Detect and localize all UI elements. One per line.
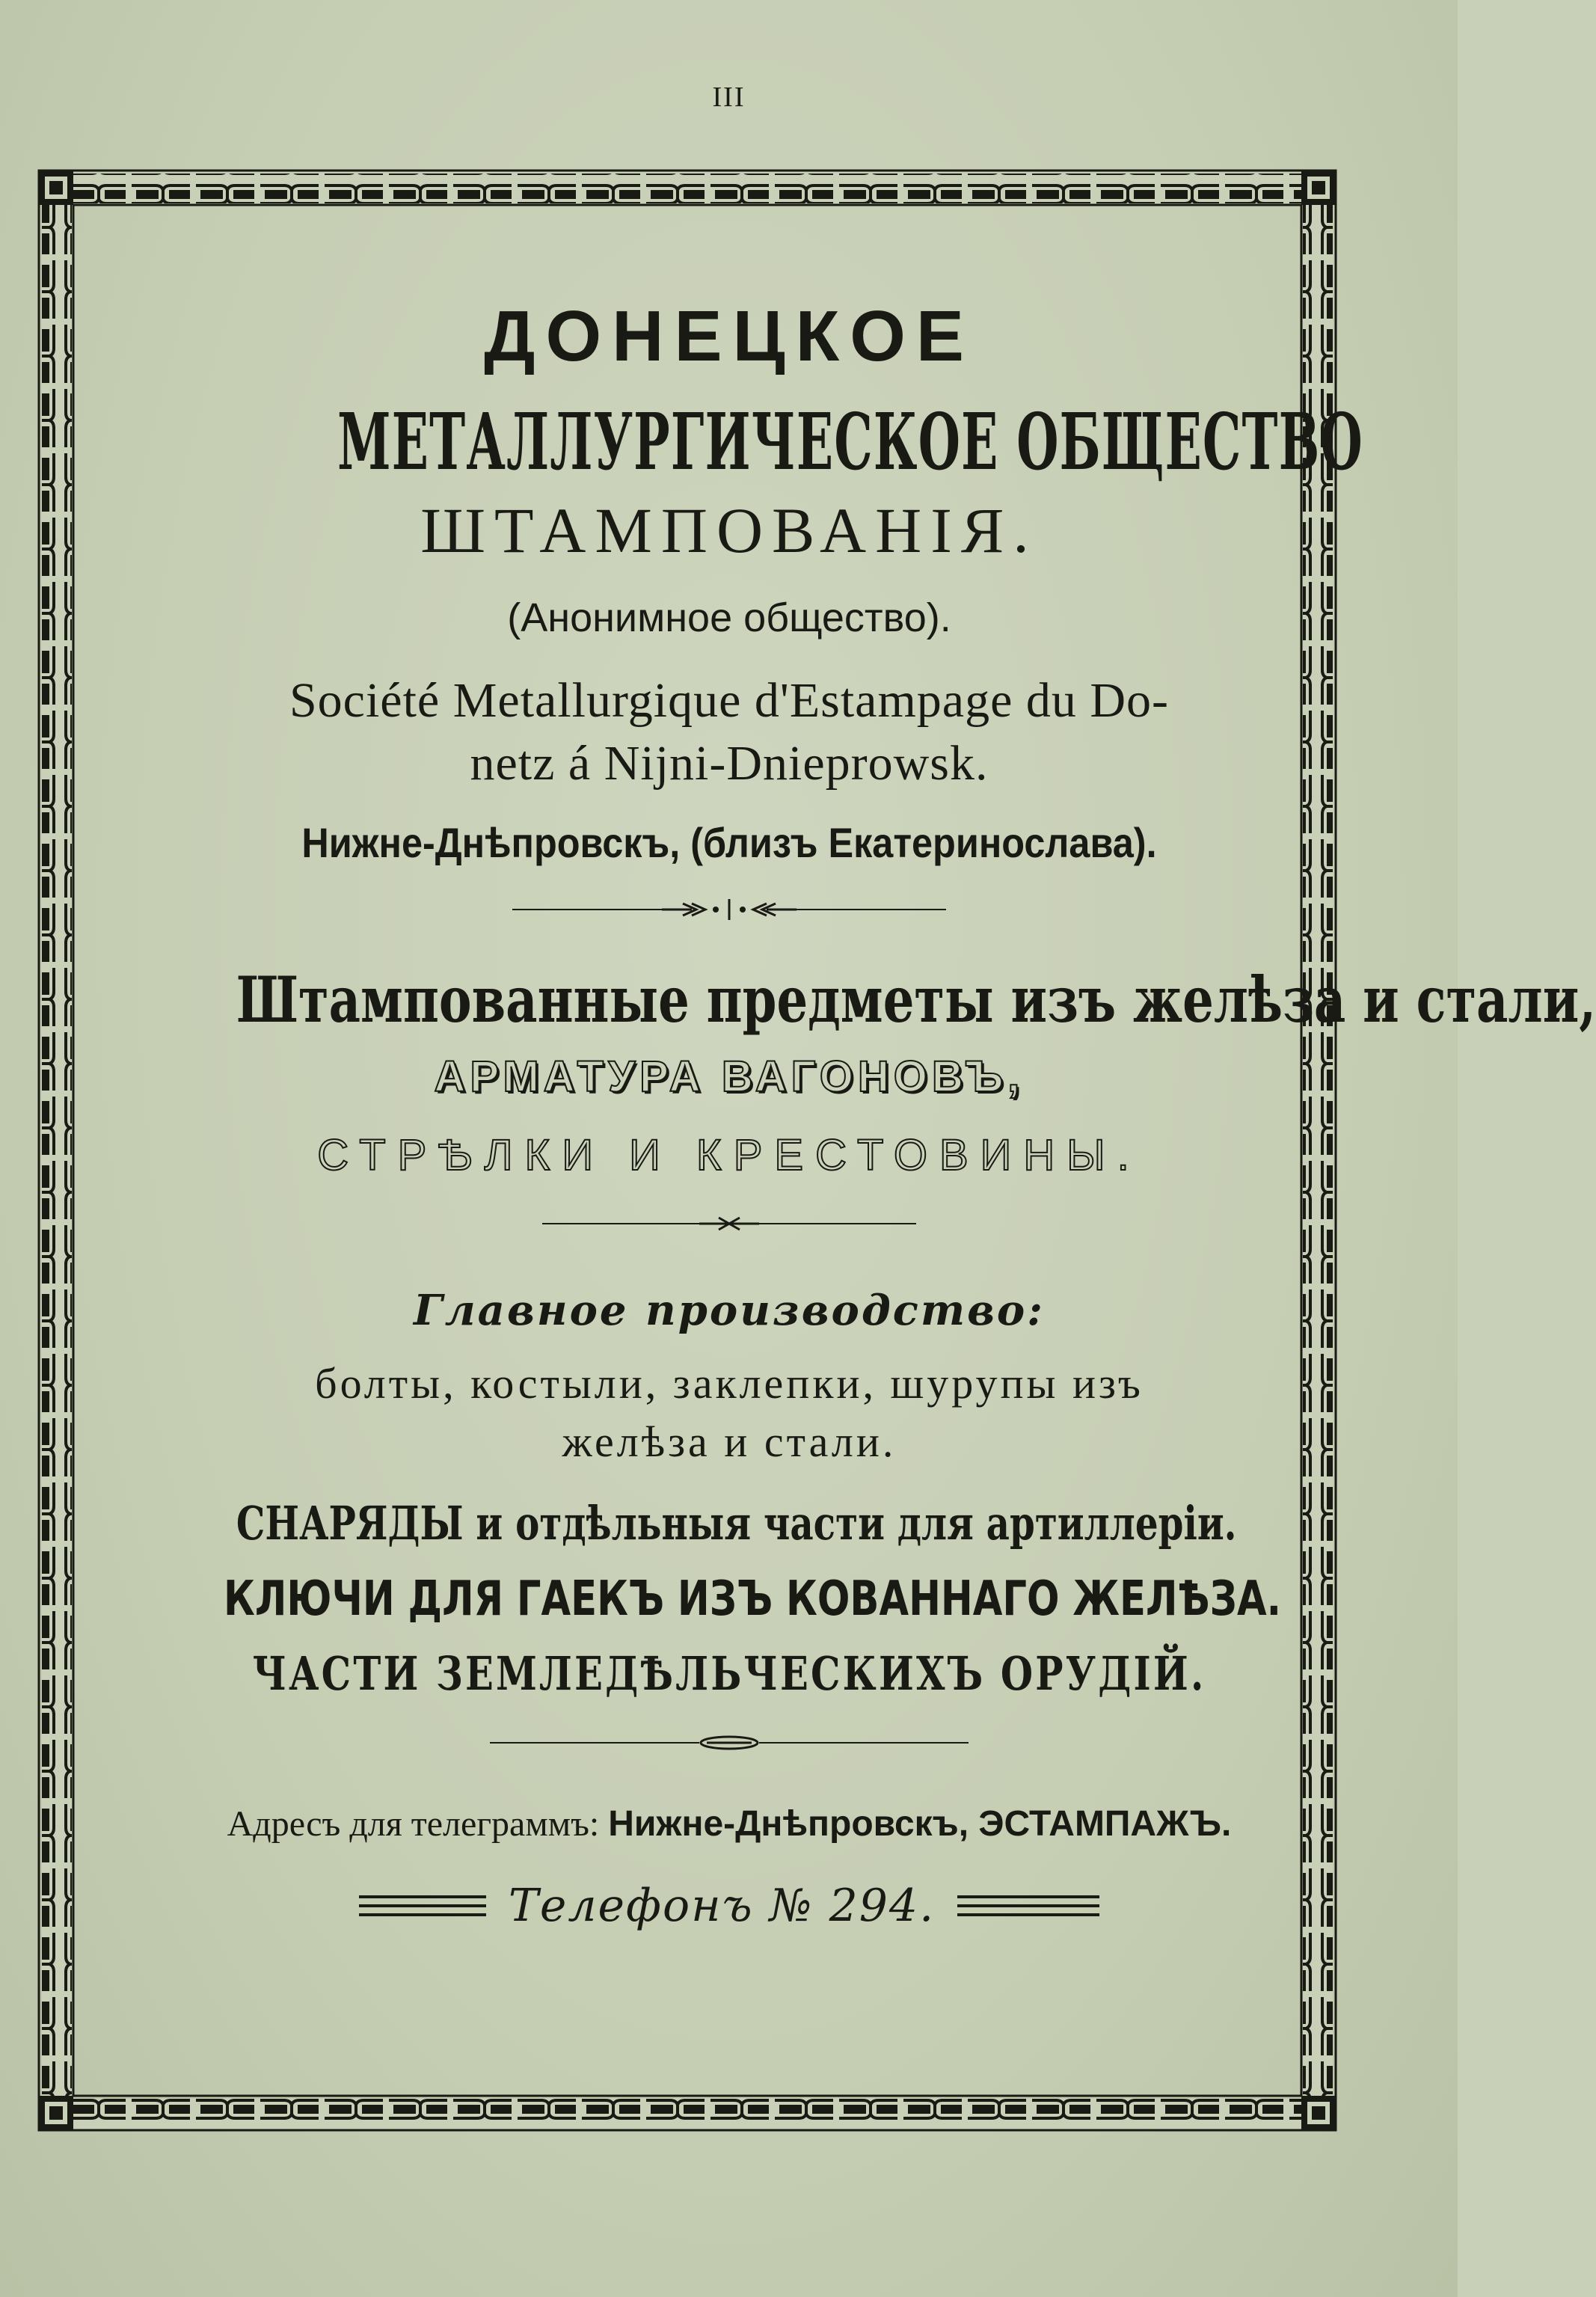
rule-left	[359, 1895, 486, 1916]
french-name-line2: netz á Nijni-Dnieprowsk.	[470, 736, 989, 791]
page-number: III	[712, 82, 746, 113]
small-divider	[97, 1209, 1361, 1254]
main-production-line1: болты, костыли, заклепки, шурупы изъ	[315, 1359, 1144, 1408]
products-line1: Штампованные предметы изъ желѣза и стали,	[236, 963, 1596, 1037]
telegram-address	[97, 1798, 1361, 1850]
main-production-line4: КЛЮЧИ ДЛЯ ГАЕКЪ ИЗЪ КОВАННАГО ЖЕЛѢЗА.	[224, 1571, 1282, 1627]
advert-content	[97, 277, 1596, 1936]
main-production-line5: ЧАСТИ ЗЕМЛЕДѢЛЬЧЕСКИХЪ ОРУДІЙ.	[252, 1646, 1206, 1701]
products-line2: АРМАТУРА ВАГОНОВЪ,	[434, 1052, 1025, 1101]
company-name-line3: ШТАМПОВАНІЯ.	[420, 494, 1038, 566]
main-production-line3: СНАРЯДЫ и отдѣльныя части для артиллеріи.	[236, 1496, 1237, 1551]
main-production-line2: желѣза и стали.	[562, 1417, 897, 1466]
corner-ornament	[39, 2096, 73, 2130]
phone-row	[97, 1876, 1361, 1936]
main-production-heading: Главное производство:	[414, 1286, 1045, 1335]
bottom-divider	[97, 1728, 1361, 1773]
french-name-line1: Société Metallurgique d'Estampage du Do-	[289, 673, 1170, 728]
ornamental-divider	[97, 895, 1361, 939]
telegram-label: Адресъ для телеграммъ:	[227, 1804, 600, 1844]
products-line3: СТРѢЛКИ И КРЕСТОВИНЫ.	[317, 1131, 1141, 1180]
corner-ornament	[1301, 2096, 1336, 2130]
location: Нижне-Днѣпровскъ, (близъ Екатеринослава).	[301, 819, 1157, 866]
corner-ornament	[39, 171, 73, 205]
telegram-value: Нижне-Днѣпровскъ, ЭСТАМПАЖЪ.	[608, 1804, 1232, 1844]
company-type: (Анонимное общество).	[507, 595, 951, 640]
company-name-line2: МЕТАЛЛУРГИЧЕСКОЕ ОБЩЕСТВО	[337, 396, 1363, 488]
company-name-line1: ДОНЕЦКОЕ	[484, 296, 975, 376]
corner-ornament	[1301, 171, 1336, 205]
rule-right	[957, 1895, 1099, 1916]
phone-number: Телефонъ № 294.	[508, 1880, 936, 1932]
